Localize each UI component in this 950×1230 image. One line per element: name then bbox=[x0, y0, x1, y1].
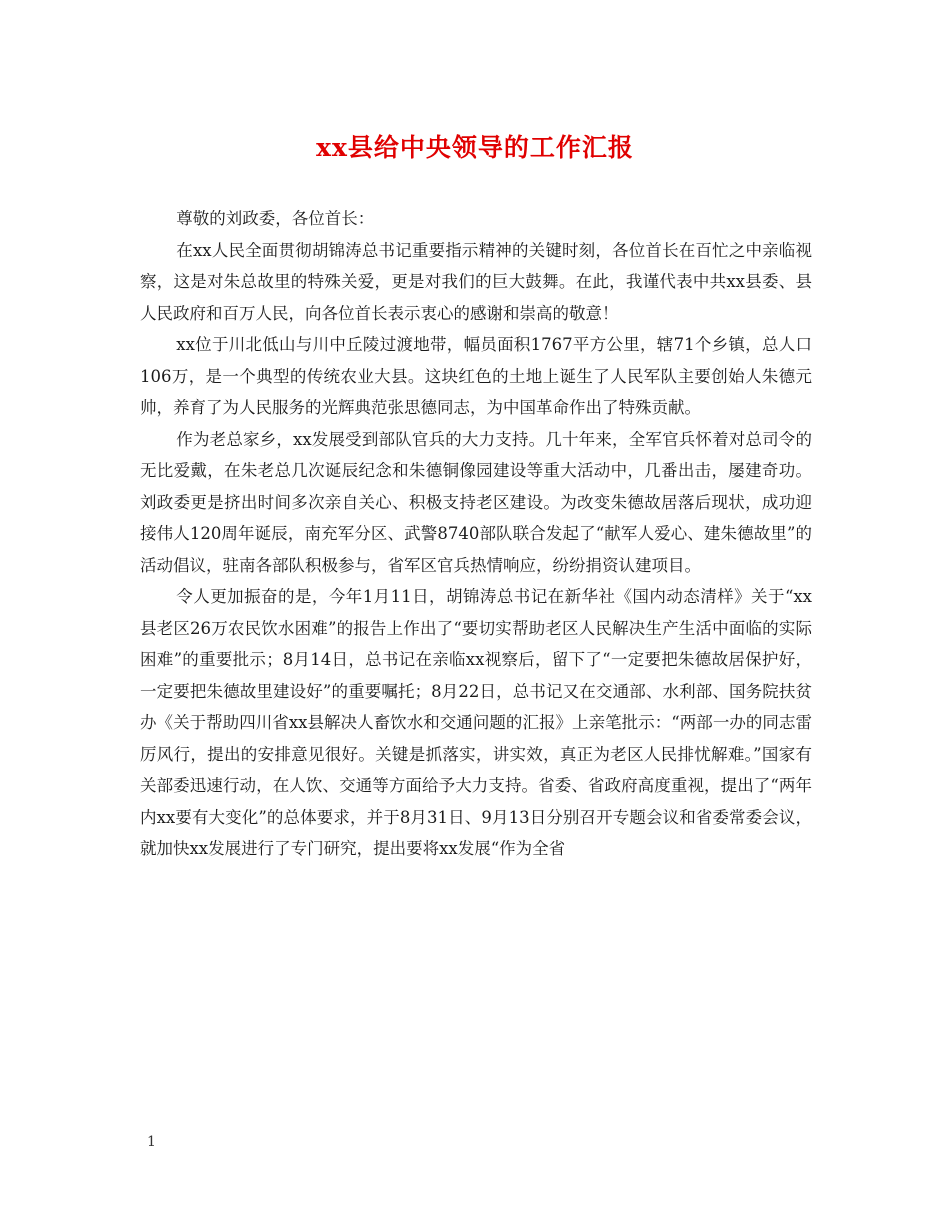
paragraph-2: xx位于川北低山与川中丘陵过渡地带，幅员面积1767平方公里，辖71个乡镇，总人口106万，是一个典型的传统农业大县。这块红色的土地上诞生了人民军队主要创始人朱德元帅，养育了为人民服务的光辉典范张思德同志，为中国革命作出了特殊贡献。 bbox=[140, 335, 812, 417]
page-number: 1 bbox=[147, 1134, 156, 1150]
paragraph-3: 作为老总家乡，xx发展受到部队官兵的大力支持。几十年来，全军官兵怀着对总司令的无比爱戴，在朱老总几次诞辰纪念和朱德铜像园建设等重大活动中，几番出击，屡建奇功。刘政委更是挤出时间多次亲自关心、积极支持老区建设。为改变朱德故居落后现状，成功迎接伟人120周年诞辰，南充军分区、武警8740部队联合发起了“献军人爱心、建朱德故里”的活动倡议，驻南各部队积极参与，省军区官兵热情响应，纷纷捐资认建项目。 bbox=[140, 429, 812, 575]
paragraph-1: 在xx人民全面贯彻胡锦涛总书记重要指示精神的关键时刻，各位首长在百忙之中亲临视察，这是对朱总故里的特殊关爱，更是对我们的巨大鼓舞。在此，我谨代表中共xx县委、县人民政府和百万人民，向各位首长表示衷心的感谢和崇高的敬意！ bbox=[140, 240, 812, 323]
document-title: xx县给中央领导的工作汇报 bbox=[316, 133, 634, 162]
salutation: 尊敬的刘政委，各位首长： bbox=[176, 209, 375, 228]
document-body bbox=[140, 203, 812, 865]
paragraph-4: 令人更加振奋的是，今年1月11日，胡锦涛总书记在新华社《国内动态清样》关于“xx县老区26万农民饮水困难”的报告上作出了“要切实帮助老区人民解决生产生活中面临的实际困难”的重要批示；8月14日，总书记在亲临xx视察后，留下了“一定要把朱德故居保护好，一定要把朱德故里建设好”的重要嘱托；8月22日，总书记又在交通部、水利部、国务院扶贫办《关于帮助四川省xx县解决人畜饮水和交通问题的汇报》上亲笔批示：“两部一办的同志雷厉风行，提出的安排意见很好。关键是抓落实，讲实效，真正为老区人民排忧解难。”国家有关部委迅速行动，在人饮、交通等方面给予大力支持。省委、省政府高度重视，提出了“两年内xx要有大变化”的总体要求，并于8月31日、9月13日分别召开专题会议和省委常委会议，就加快xx发展进行了专门研究，提出要将xx发展“作为全省 bbox=[140, 587, 812, 858]
